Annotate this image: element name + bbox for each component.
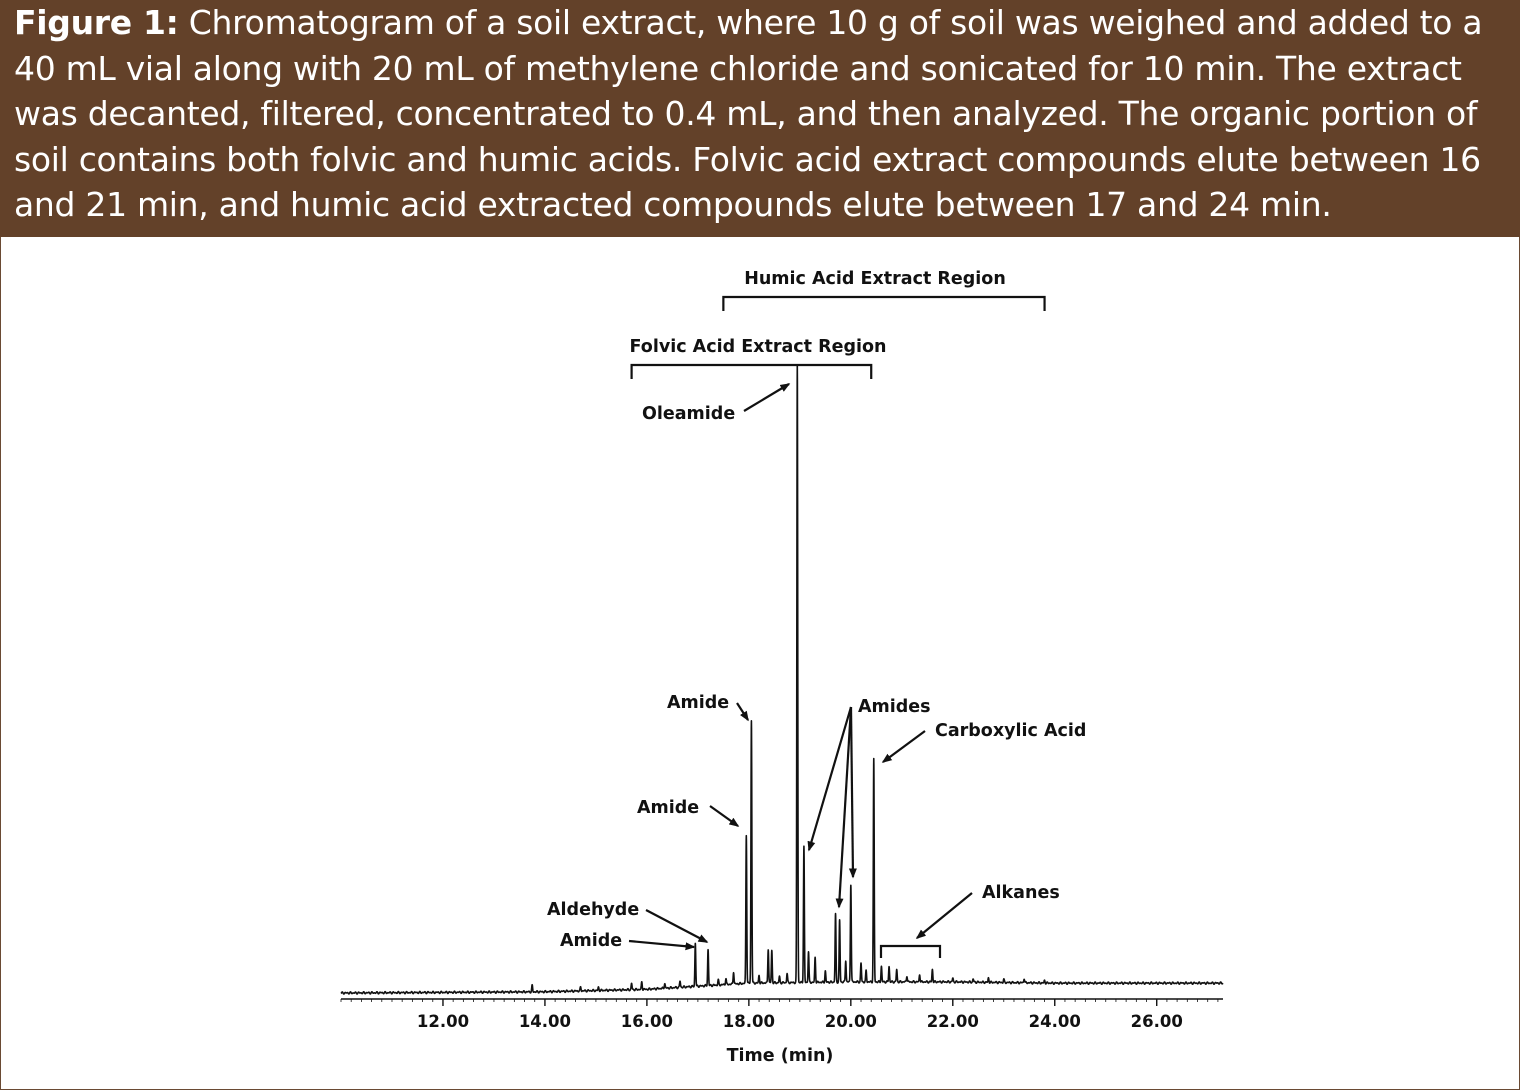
x-tick-label: 12.00 — [416, 1012, 470, 1031]
x-tick-label: 24.00 — [1028, 1012, 1081, 1031]
annotation-label: Oleamide — [642, 404, 736, 424]
annotation-arrow — [629, 941, 694, 947]
annotation-label: Amides — [858, 697, 931, 717]
annotation-arrow — [883, 731, 925, 762]
chromatogram-trace-group — [341, 365, 1223, 994]
annotation-arrow — [851, 707, 853, 877]
humic-region-bracket — [723, 269, 1044, 311]
annotation-carboxylic-acid — [883, 721, 1086, 762]
annotation-label: Alkanes — [982, 883, 1060, 903]
caption-label: Figure 1: — [14, 3, 179, 42]
x-tick-label: 16.00 — [620, 1012, 673, 1031]
humic-region-label: Humic Acid Extract Region — [744, 269, 1006, 289]
x-tick-label: 26.00 — [1130, 1012, 1183, 1031]
x-tick-label: 18.00 — [722, 1012, 775, 1031]
x-axis — [341, 999, 1223, 1031]
annotation-amides — [809, 697, 931, 907]
annotation-arrow — [744, 384, 789, 411]
annotation-arrow — [737, 703, 748, 720]
annotation-oleamide — [642, 384, 789, 424]
alkanes-bracket — [881, 946, 940, 958]
annotation-amide-3 — [560, 931, 694, 951]
annotation-amide-1 — [667, 693, 748, 720]
x-axis-title: Time (min) — [726, 1046, 834, 1066]
folvic-region-label: Folvic Acid Extract Region — [629, 337, 887, 357]
annotation-label: Carboxylic Acid — [935, 721, 1087, 741]
annotation-arrow — [917, 893, 972, 938]
annotation-label: Amide — [637, 798, 700, 818]
annotation-arrow — [839, 707, 851, 907]
x-tick-label: 22.00 — [926, 1012, 979, 1031]
annotation-arrow — [646, 910, 707, 942]
annotation-alkanes — [881, 883, 1060, 958]
x-tick-label: 20.00 — [824, 1012, 877, 1031]
x-tick-label: 14.00 — [518, 1012, 572, 1031]
annotation-label: Amide — [667, 693, 730, 713]
caption-text: Chromatogram of a soil extract, where 10 g of soil was weighed and added to a 40 mL vial along with 20 mL of methylene chloride and sonicated for 10 min. The extract was decanted, filtered, concentrated to 0.4 mL, and then analyzed. The organic portion of soil contains both folvic and humic acids. Folvic acid extract compounds elute between 16 and 21 min, and humic acid extracted compounds elute between 17 and 24 min. — [14, 3, 1483, 224]
annotation-label: Amide — [560, 931, 623, 951]
annotation-label: Aldehyde — [547, 900, 640, 920]
annotation-amide-2 — [637, 798, 738, 826]
chromatogram-trace — [341, 365, 1223, 994]
folvic-region-bracket — [630, 337, 887, 379]
annotation-arrow — [710, 806, 738, 826]
